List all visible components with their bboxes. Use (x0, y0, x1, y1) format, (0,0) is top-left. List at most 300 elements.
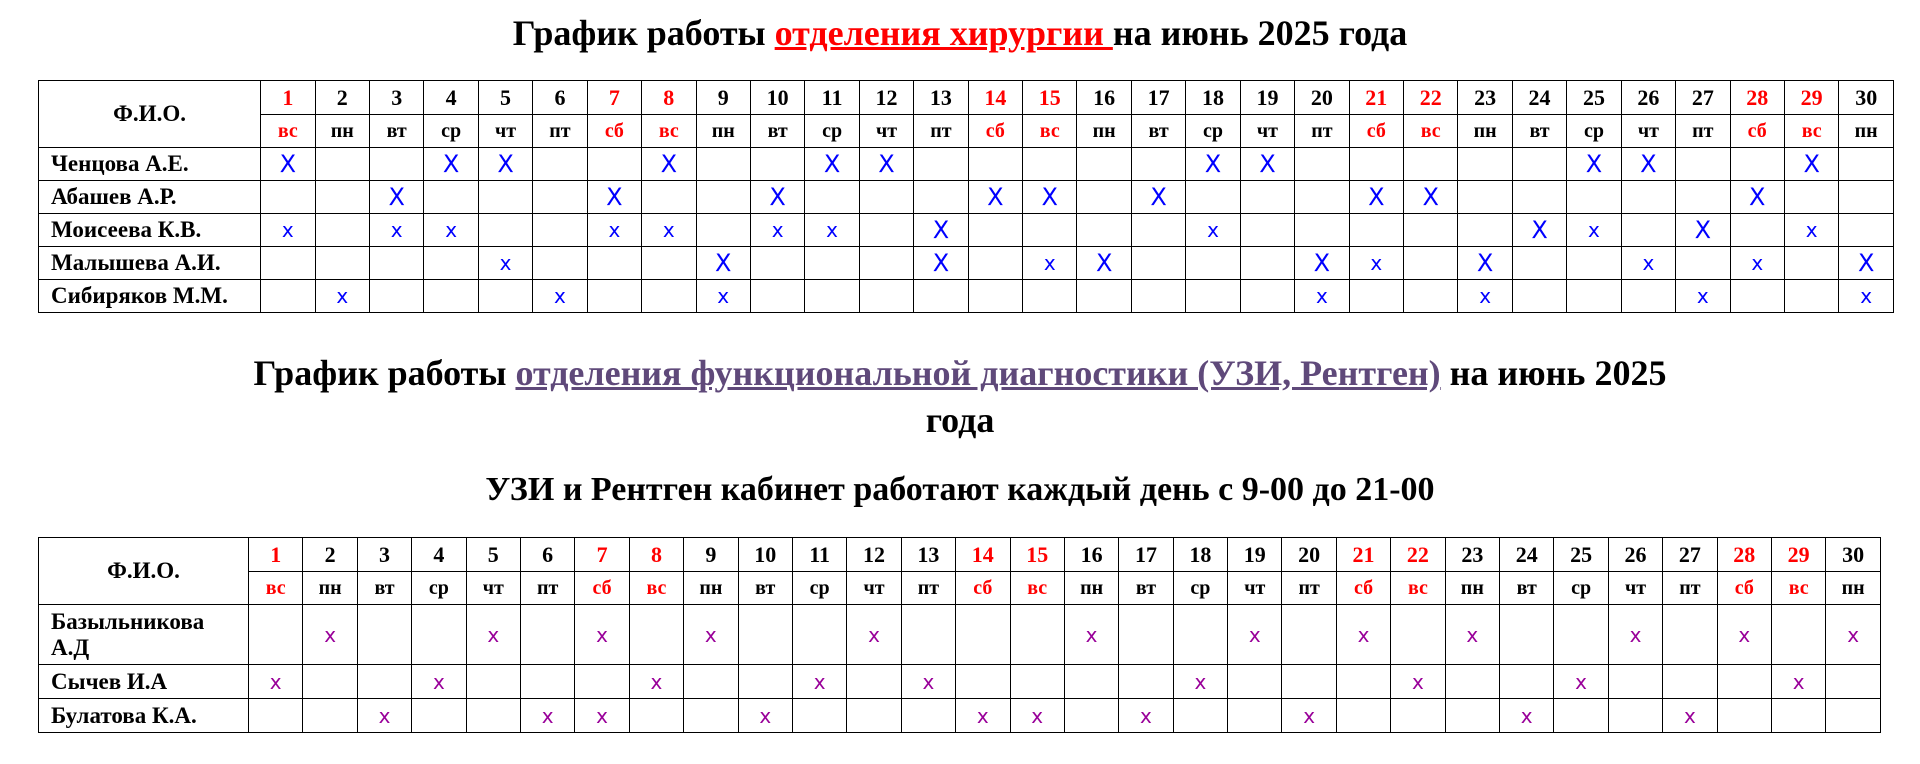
shift-mark: x (771, 218, 784, 242)
shift-cell[interactable] (859, 181, 913, 214)
shift-cell[interactable] (901, 665, 955, 699)
shift-cell[interactable] (1500, 605, 1554, 665)
shift-cell[interactable] (1023, 148, 1077, 181)
shift-cell[interactable] (1771, 605, 1825, 665)
shift-cell[interactable] (315, 247, 369, 280)
shift-cell[interactable] (261, 247, 315, 280)
shift-cell[interactable] (1784, 181, 1838, 214)
shift-cell[interactable] (369, 247, 423, 280)
shift-cell[interactable] (684, 665, 738, 699)
weekday-cell: вт (357, 572, 411, 605)
shift-cell[interactable] (1282, 699, 1336, 733)
shift-cell[interactable] (1784, 247, 1838, 280)
shift-cell[interactable] (1730, 247, 1784, 280)
shift-cell[interactable] (533, 181, 587, 214)
table-row (39, 214, 1894, 247)
shift-cell[interactable] (968, 181, 1022, 214)
shift-cell[interactable] (1336, 699, 1390, 733)
shift-cell[interactable] (1567, 148, 1621, 181)
shift-cell[interactable] (859, 148, 913, 181)
shift-cell[interactable] (1295, 247, 1349, 280)
shift-cell[interactable] (968, 148, 1022, 181)
shift-cell[interactable] (1608, 665, 1662, 699)
shift-cell[interactable] (750, 214, 804, 247)
shift-cell[interactable] (738, 665, 792, 699)
shift-cell[interactable] (249, 605, 303, 665)
day-number-cell: 9 (684, 538, 738, 572)
shift-cell[interactable] (1349, 148, 1403, 181)
shift-cell[interactable] (1349, 214, 1403, 247)
shift-cell[interactable] (805, 247, 859, 280)
shift-cell[interactable] (1391, 605, 1445, 665)
surgery-department-link[interactable]: отделения хирургии (774, 13, 1113, 53)
shift-cell[interactable] (1567, 214, 1621, 247)
shift-cell[interactable] (261, 280, 315, 313)
shift-cell[interactable] (1730, 148, 1784, 181)
shift-cell[interactable] (1458, 148, 1512, 181)
shift-cell[interactable] (1567, 280, 1621, 313)
shift-cell[interactable] (696, 280, 750, 313)
shift-cell[interactable] (303, 605, 357, 665)
shift-cell[interactable] (968, 247, 1022, 280)
shift-cell[interactable] (956, 605, 1010, 665)
shift-cell[interactable] (1282, 665, 1336, 699)
shift-cell[interactable] (1730, 280, 1784, 313)
shift-cell[interactable] (587, 280, 641, 313)
shift-cell[interactable] (1240, 148, 1294, 181)
shift-cell[interactable] (1295, 280, 1349, 313)
shift-cell[interactable] (1500, 699, 1554, 733)
shift-cell[interactable] (587, 181, 641, 214)
shift-cell[interactable] (1608, 699, 1662, 733)
shift-cell[interactable] (738, 605, 792, 665)
shift-cell[interactable] (1295, 181, 1349, 214)
shift-cell[interactable] (1676, 214, 1730, 247)
shift-cell[interactable] (1458, 214, 1512, 247)
shift-cell[interactable] (805, 148, 859, 181)
shift-cell[interactable] (315, 280, 369, 313)
shift-cell[interactable] (1173, 699, 1227, 733)
shift-cell[interactable] (1228, 699, 1282, 733)
shift-cell[interactable] (750, 181, 804, 214)
shift-cell[interactable] (1839, 214, 1894, 247)
weekday-cell: ср (412, 572, 466, 605)
shift-cell[interactable] (629, 665, 683, 699)
shift-cell[interactable] (1023, 247, 1077, 280)
shift-cell[interactable] (412, 665, 466, 699)
weekday-cell: ср (1173, 572, 1227, 605)
shift-cell[interactable] (1512, 181, 1566, 214)
shift-cell[interactable] (478, 280, 532, 313)
shift-cell[interactable] (1077, 214, 1131, 247)
shift-cell[interactable] (1554, 665, 1608, 699)
shift-cell[interactable] (424, 214, 478, 247)
day-number-cell: 13 (914, 81, 968, 115)
shift-cell[interactable] (357, 605, 411, 665)
shift-cell[interactable] (1663, 699, 1717, 733)
shift-mark: Χ (1422, 183, 1439, 211)
shift-cell[interactable] (1228, 665, 1282, 699)
shift-cell[interactable] (478, 148, 532, 181)
shift-cell[interactable] (1186, 181, 1240, 214)
shift-cell[interactable] (1119, 699, 1173, 733)
weekday-cell: сб (575, 572, 629, 605)
shift-cell[interactable] (1730, 181, 1784, 214)
shift-cell[interactable] (847, 605, 901, 665)
shift-cell[interactable] (1676, 247, 1730, 280)
shift-cell[interactable] (369, 181, 423, 214)
shift-cell[interactable] (750, 148, 804, 181)
shift-cell[interactable] (1839, 280, 1894, 313)
shift-cell[interactable] (1512, 247, 1566, 280)
shift-cell[interactable] (412, 699, 466, 733)
shift-cell[interactable] (533, 214, 587, 247)
shift-cell[interactable] (1186, 148, 1240, 181)
shift-cell[interactable] (1391, 665, 1445, 699)
day-number-cell: 29 (1771, 538, 1825, 572)
shift-cell[interactable] (478, 214, 532, 247)
shift-cell[interactable] (1826, 605, 1881, 665)
shift-cell[interactable] (1512, 280, 1566, 313)
shift-cell[interactable] (424, 247, 478, 280)
shift-cell[interactable] (1717, 605, 1771, 665)
shift-cell[interactable] (1077, 148, 1131, 181)
shift-cell[interactable] (303, 699, 357, 733)
shift-cell[interactable] (533, 280, 587, 313)
shift-cell[interactable] (1131, 181, 1185, 214)
shift-cell[interactable] (750, 280, 804, 313)
weekday-cell: пн (1064, 572, 1118, 605)
shift-cell[interactable] (792, 665, 846, 699)
weekday-cell: вс (249, 572, 303, 605)
shift-cell[interactable] (1404, 247, 1458, 280)
shift-cell[interactable] (642, 181, 696, 214)
fio-header: Ф.И.О. (39, 81, 261, 148)
shift-cell[interactable] (805, 181, 859, 214)
shift-cell[interactable] (1336, 605, 1390, 665)
shift-cell[interactable] (1186, 247, 1240, 280)
shift-cell[interactable] (629, 699, 683, 733)
shift-cell[interactable] (1676, 181, 1730, 214)
shift-cell[interactable] (261, 148, 315, 181)
shift-cell[interactable] (1445, 665, 1499, 699)
day-number-cell: 18 (1186, 81, 1240, 115)
shift-cell[interactable] (1512, 214, 1566, 247)
shift-cell[interactable] (575, 605, 629, 665)
shift-cell[interactable] (1186, 214, 1240, 247)
shift-cell[interactable] (1621, 280, 1675, 313)
shift-cell[interactable] (1119, 605, 1173, 665)
day-number-cell: 11 (792, 538, 846, 572)
day-number-cell: 27 (1676, 81, 1730, 115)
shift-cell[interactable] (1010, 699, 1064, 733)
day-number-cell: 1 (261, 81, 315, 115)
shift-cell[interactable] (696, 214, 750, 247)
shift-cell[interactable] (914, 247, 968, 280)
shift-cell[interactable] (901, 699, 955, 733)
shift-cell[interactable] (1173, 605, 1227, 665)
shift-cell[interactable] (956, 665, 1010, 699)
shift-mark: x (499, 251, 512, 275)
shift-cell[interactable] (642, 247, 696, 280)
shift-cell[interactable] (357, 665, 411, 699)
shift-cell[interactable] (1784, 280, 1838, 313)
shift-cell[interactable] (1621, 214, 1675, 247)
table-row (39, 699, 1881, 733)
shift-cell[interactable] (261, 181, 315, 214)
shift-cell[interactable] (1445, 605, 1499, 665)
shift-cell[interactable] (684, 605, 738, 665)
table-row (39, 665, 1881, 699)
shift-cell[interactable] (1512, 148, 1566, 181)
shift-cell[interactable] (575, 699, 629, 733)
shift-cell[interactable] (478, 247, 532, 280)
shift-cell[interactable] (1023, 280, 1077, 313)
shift-cell[interactable] (1663, 665, 1717, 699)
shift-mark: x (554, 284, 566, 308)
shift-mark: x (1412, 669, 1424, 694)
shift-cell[interactable] (1771, 699, 1825, 733)
shift-cell[interactable] (315, 148, 369, 181)
shift-cell[interactable] (968, 280, 1022, 313)
shift-cell[interactable] (684, 699, 738, 733)
shift-cell[interactable] (466, 605, 520, 665)
shift-cell[interactable] (1173, 665, 1227, 699)
shift-cell[interactable] (847, 665, 901, 699)
shift-cell[interactable] (1676, 148, 1730, 181)
shift-cell[interactable] (1554, 605, 1608, 665)
day-number-cell: 8 (629, 538, 683, 572)
shift-cell[interactable] (1826, 665, 1881, 699)
shift-cell[interactable] (1064, 699, 1118, 733)
shift-mark: x (324, 622, 337, 647)
shift-cell[interactable] (1663, 605, 1717, 665)
weekday-cell: пн (1458, 115, 1512, 148)
shift-mark: x (1792, 669, 1805, 694)
shift-cell[interactable] (587, 148, 641, 181)
shift-cell[interactable] (587, 247, 641, 280)
shift-cell[interactable] (1404, 148, 1458, 181)
shift-cell[interactable] (369, 148, 423, 181)
shift-cell[interactable] (369, 280, 423, 313)
shift-cell[interactable] (1010, 665, 1064, 699)
shift-cell[interactable] (520, 665, 574, 699)
shift-cell[interactable] (914, 181, 968, 214)
shift-cell[interactable] (249, 665, 303, 699)
shift-cell[interactable] (369, 214, 423, 247)
weekday-cell: пт (1663, 572, 1717, 605)
shift-cell[interactable] (696, 148, 750, 181)
shift-cell[interactable] (1567, 247, 1621, 280)
shift-cell[interactable] (466, 665, 520, 699)
weekday-cell: пн (1445, 572, 1499, 605)
shift-mark: Χ (497, 150, 514, 178)
shift-cell[interactable] (1282, 605, 1336, 665)
shift-cell[interactable] (1349, 181, 1403, 214)
shift-cell[interactable] (859, 214, 913, 247)
shift-cell[interactable] (533, 247, 587, 280)
shift-cell[interactable] (424, 280, 478, 313)
shift-mark: x (432, 669, 445, 694)
day-number-cell: 21 (1336, 538, 1390, 572)
shift-mark: x (608, 218, 621, 242)
shift-cell[interactable] (738, 699, 792, 733)
shift-cell[interactable] (1458, 181, 1512, 214)
shift-cell[interactable] (792, 605, 846, 665)
shift-cell[interactable] (1839, 148, 1894, 181)
shift-cell[interactable] (642, 148, 696, 181)
shift-cell[interactable] (642, 214, 696, 247)
shift-cell[interactable] (478, 181, 532, 214)
shift-cell[interactable] (1119, 665, 1173, 699)
shift-cell[interactable] (1186, 280, 1240, 313)
shift-cell[interactable] (1717, 665, 1771, 699)
shift-mark: x (868, 622, 880, 647)
weekday-cell: вт (369, 115, 423, 148)
shift-cell[interactable] (1077, 247, 1131, 280)
shift-cell[interactable] (1240, 214, 1294, 247)
day-number-cell: 18 (1173, 538, 1227, 572)
shift-cell[interactable] (315, 214, 369, 247)
shift-cell[interactable] (466, 699, 520, 733)
shift-cell[interactable] (1717, 699, 1771, 733)
weekday-cell: пт (901, 572, 955, 605)
shift-cell[interactable] (424, 148, 478, 181)
shift-cell[interactable] (1839, 181, 1894, 214)
shift-cell[interactable] (1458, 280, 1512, 313)
shift-cell[interactable] (1608, 605, 1662, 665)
shift-cell[interactable] (1064, 665, 1118, 699)
shift-cell[interactable] (956, 699, 1010, 733)
shift-cell[interactable] (575, 665, 629, 699)
shift-cell[interactable] (1240, 280, 1294, 313)
shift-cell[interactable] (520, 605, 574, 665)
shift-cell[interactable] (1131, 214, 1185, 247)
day-number-cell: 22 (1391, 538, 1445, 572)
shift-cell[interactable] (847, 699, 901, 733)
shift-cell[interactable] (533, 148, 587, 181)
shift-cell[interactable] (859, 247, 913, 280)
diagnostics-title-suffix: на июнь 2025 (1440, 353, 1667, 393)
day-number-cell: 12 (859, 81, 913, 115)
shift-cell[interactable] (1077, 181, 1131, 214)
shift-cell[interactable] (1445, 699, 1499, 733)
shift-cell[interactable] (303, 665, 357, 699)
shift-cell[interactable] (629, 605, 683, 665)
shift-cell[interactable] (901, 605, 955, 665)
shift-cell[interactable] (1240, 181, 1294, 214)
shift-cell[interactable] (1839, 247, 1894, 280)
shift-cell[interactable] (1784, 148, 1838, 181)
shift-cell[interactable] (1131, 148, 1185, 181)
shift-cell[interactable] (1131, 280, 1185, 313)
shift-cell[interactable] (1336, 665, 1390, 699)
shift-mark: x (1357, 622, 1370, 647)
shift-cell[interactable] (1771, 665, 1825, 699)
shift-cell[interactable] (1295, 148, 1349, 181)
shift-cell[interactable] (1404, 181, 1458, 214)
shift-cell[interactable] (696, 247, 750, 280)
shift-cell[interactable] (1730, 214, 1784, 247)
shift-cell[interactable] (792, 699, 846, 733)
diagnostics-department-link[interactable]: отделения функциональной диагностики (УЗИ, Рентген) (515, 353, 1441, 393)
shift-cell[interactable] (1295, 214, 1349, 247)
shift-cell[interactable] (914, 214, 968, 247)
shift-cell[interactable] (1023, 181, 1077, 214)
shift-cell[interactable] (424, 181, 478, 214)
shift-cell[interactable] (1554, 699, 1608, 733)
shift-cell[interactable] (1228, 605, 1282, 665)
shift-mark: x (1588, 218, 1600, 242)
shift-cell[interactable] (1023, 214, 1077, 247)
shift-cell[interactable] (1064, 605, 1118, 665)
shift-cell[interactable] (1621, 247, 1675, 280)
shift-cell[interactable] (914, 148, 968, 181)
shift-cell[interactable] (1404, 214, 1458, 247)
day-number-cell: 19 (1228, 538, 1282, 572)
shift-cell[interactable] (1621, 148, 1675, 181)
day-number-cell: 27 (1663, 538, 1717, 572)
shift-cell[interactable] (968, 214, 1022, 247)
shift-cell[interactable] (1131, 247, 1185, 280)
shift-cell[interactable] (805, 214, 859, 247)
shift-mark: Χ (279, 150, 297, 178)
shift-cell[interactable] (1349, 247, 1403, 280)
shift-cell[interactable] (520, 699, 574, 733)
weekday-cell: пн (1839, 115, 1894, 148)
shift-mark: x (1683, 703, 1696, 728)
shift-mark: x (1194, 669, 1207, 694)
shift-cell[interactable] (1784, 214, 1838, 247)
shift-cell[interactable] (1404, 280, 1458, 313)
day-number-cell: 26 (1608, 538, 1662, 572)
shift-cell[interactable] (696, 181, 750, 214)
day-number-cell: 19 (1240, 81, 1294, 115)
day-number-cell: 17 (1119, 538, 1173, 572)
shift-cell[interactable] (357, 699, 411, 733)
shift-cell[interactable] (1621, 181, 1675, 214)
shift-cell[interactable] (859, 280, 913, 313)
shift-cell[interactable] (315, 181, 369, 214)
weekday-cell: сб (968, 115, 1022, 148)
shift-cell[interactable] (1077, 280, 1131, 313)
shift-cell[interactable] (914, 280, 968, 313)
shift-cell[interactable] (1391, 699, 1445, 733)
table-row (39, 148, 1894, 181)
shift-cell[interactable] (1458, 247, 1512, 280)
shift-cell[interactable] (1010, 605, 1064, 665)
shift-cell[interactable] (805, 280, 859, 313)
weekday-cell: пт (1676, 115, 1730, 148)
shift-mark: x (976, 703, 989, 728)
shift-cell[interactable] (1826, 699, 1881, 733)
shift-cell[interactable] (261, 214, 315, 247)
shift-cell[interactable] (249, 699, 303, 733)
shift-cell[interactable] (1240, 247, 1294, 280)
shift-cell[interactable] (750, 247, 804, 280)
shift-cell[interactable] (1500, 665, 1554, 699)
shift-mark: x (1140, 703, 1152, 728)
shift-cell[interactable] (642, 280, 696, 313)
weekday-cell: чт (1228, 572, 1282, 605)
shift-mark: x (1696, 284, 1709, 308)
shift-cell[interactable] (587, 214, 641, 247)
day-number-cell: 16 (1064, 538, 1118, 572)
shift-cell[interactable] (1349, 280, 1403, 313)
shift-cell[interactable] (1676, 280, 1730, 313)
shift-cell[interactable] (1567, 181, 1621, 214)
shift-cell[interactable] (412, 605, 466, 665)
